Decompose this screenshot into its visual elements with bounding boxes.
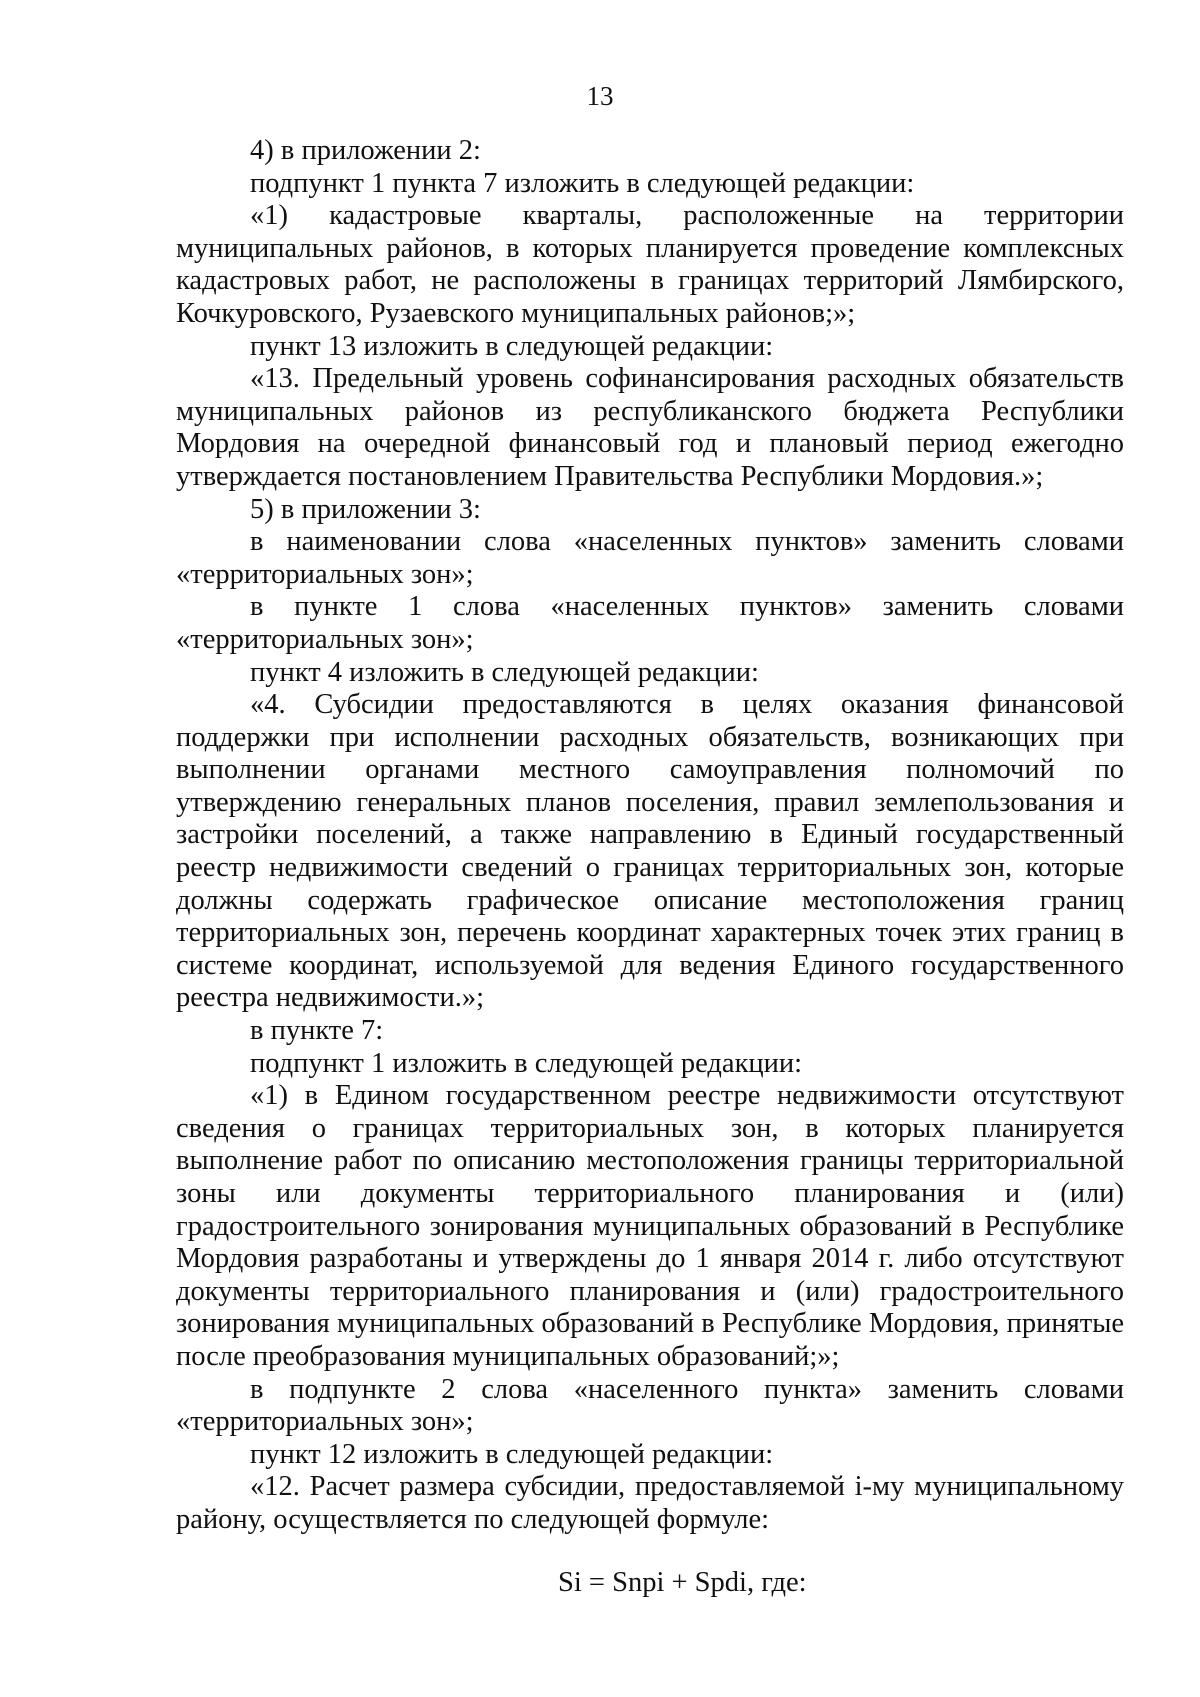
paragraph-point-1-replacement: в пункте 1 слова «населенных пунктов» заменить словами «территориальных зон»;	[176, 591, 1124, 655]
paragraph-subsidy-calculation: «12. Расчет размера субсидии, предоставляемой i-му муниципальному району, осуществляется по следующей формуле:	[176, 1471, 1124, 1535]
paragraph-subsidies-purpose: «4. Субсидии предоставляются в целях оказания финансовой поддержки при исполнении расходных обязательств, возникающих при выполнении органами местного самоуправления полномочий по утверждению генеральных планов поселения, правил землепользования и застройки поселений, а также направлению в Единый государственный реестр недвижимости сведений о границах территориальных зон, которые должны содержать графическое описание местоположения границ территориальных зон, перечень координат характерных точек этих границ в системе координат, используемой для ведения Единого государственного реестра недвижимости.»;	[176, 689, 1124, 1014]
paragraph-subitem-1: подпункт 1 изложить в следующей редакции:	[250, 1047, 803, 1079]
paragraph-cofinancing-level: «13. Предельный уровень софинансирования расходных обязательств муниципальных районов из республиканского бюджета Республики Мордовия на очередной финансовый год и плановый период ежегодно утверждается постановлением Правительства Республики Мордовия.»;	[176, 363, 1124, 492]
page-number: 13	[586, 81, 614, 111]
paragraph-registry-absence: «1) в Едином государственном реестре недвижимости отсутствуют сведения о границах территориальных зон, в которых планируется выполнение работ по описанию местоположения границы территориальной зоны или документы территориального планирования и (или) градостроительного зонирования муниципальных образований в Республике Мордовия разработаны и утверждены до 1 января 2014 г. либо отсутствуют документы территориального планирования и (или) градостроительного зонирования муниципальных образований в Республике Мордовия, принятые после преобразования муниципальных образований;»;	[176, 1080, 1124, 1372]
paragraph-point-12: пункт 12 изложить в следующей редакции:	[250, 1438, 774, 1470]
paragraph-item-5-appendix-3: 5) в приложении 3:	[250, 493, 481, 525]
paragraph-in-point-7: в пункте 7:	[250, 1015, 384, 1047]
paragraph-subitem-2-replacement: в подпункте 2 слова «населенного пункта» заменить словами «территориальных зон»;	[176, 1373, 1124, 1438]
paragraph-item-4-appendix-2: 4) в приложении 2:	[250, 135, 481, 166]
paragraph-point-4: пункт 4 изложить в следующей редакции:	[250, 656, 759, 688]
document-body	[176, 135, 1124, 1599]
paragraph-point-13: пункт 13 изложить в следующей редакции:	[250, 330, 774, 362]
subsidy-formula: Si = Snpi + Spdi, где:	[558, 1566, 807, 1598]
paragraph-subitem-1-point-7: подпункт 1 пункта 7 изложить в следующей редакции:	[250, 167, 915, 199]
paragraph-name-replacement: в наименовании слова «населенных пунктов» заменить словами «территориальных зон»;	[176, 526, 1124, 590]
paragraph-cadastral-quarters: «1) кадастровые кварталы, расположенные на территории муниципальных районов, в которых планируется проведение комплексных кадастровых работ, не расположены в границах территорий Лямбирского, Кочкуровского, Рузаевского муниципальных районов;»;	[176, 200, 1124, 329]
